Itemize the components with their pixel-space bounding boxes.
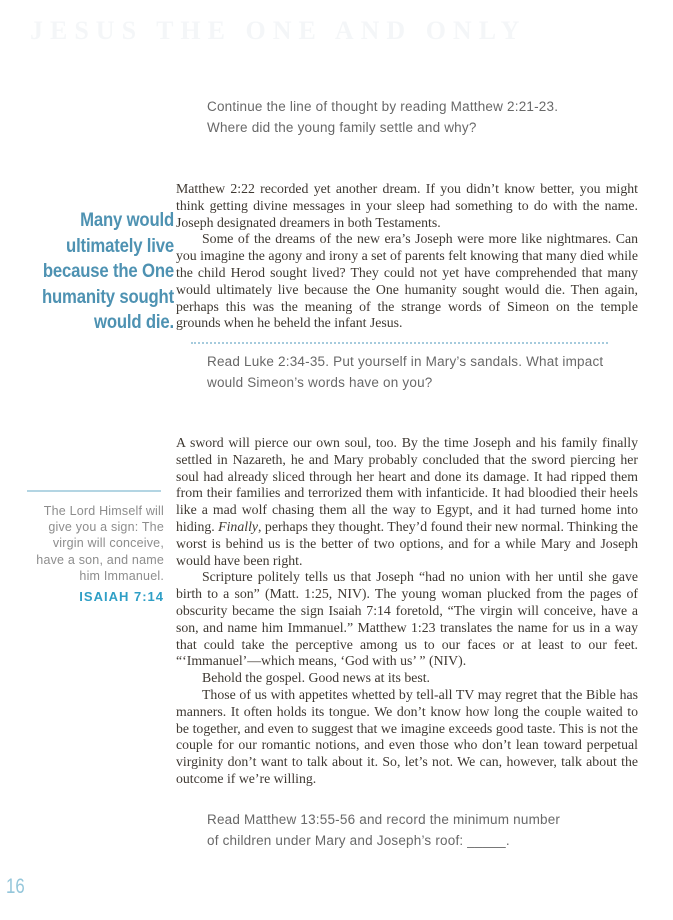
scripture-quote: The Lord Himself will give you a sign: The virgin will conceive, have a son, and name him Immanuel. [36, 504, 164, 583]
body-paragraph: Behold the gospel. Good news at its best. [202, 670, 431, 686]
body-paragraph: Those of us with appetites whetted by tell-all TV may regret that the Bible has manners. It often holds its tongue. We don’t know how long the couple waited to be together, and even to suggest that we imagine exceeds good taste. This is not the couple for our romantic notions, and even those who don’t lean toward perpetual virginity don’t want to talk about it. So, let’s not. We can, however, talk about the outcome if we’re willing. [176, 686, 638, 786]
body-paragraph: Some of the dreams of the new era’s Joseph were more like nightmares. Can you imagine the agony and irony a set of parents felt knowing that many died while the child Herod sought lived? They could not yet have comprehended that many would ultimately live because the One humanity sought would die. Then again, perhaps this was the meaning of the strange words of Simeon on the temple grounds when he beheld the infant Jesus. [176, 231, 638, 331]
section-divider-rule [191, 342, 608, 344]
body-text-block-1 [176, 181, 638, 332]
body-paragraph: A sword will pierce our own soul, too. By the time Joseph and his family finally settled in Nazareth, he and Mary probably concluded that the sword piercing her soul had already sliced through her heart and done its damage. It had ripped them from their families and terrorized them with infanticide. It had bloodied their heels like a mad wolf chasing them all the way to Egypt, and it had turned home into hiding. Finally, perhaps they thought. They’d found their new normal. Thinking the worst is behind us is the better of two options, and for a while Mary and Joseph would have been right. [176, 435, 639, 568]
body-text-block-2 [176, 435, 638, 788]
page-number: 16 [6, 875, 25, 898]
pull-quote: Many would ultimately live because the One humanity sought would die. [41, 210, 175, 333]
scripture-sidebar [14, 503, 164, 604]
body-paragraph: Scripture politely tells us that Joseph “had no union with her until she gave birth to a son” (Matt. 1:25, NIV). The young woman plucked from the pages of obscurity became the sign Isaiah 7:14 foretold, “The virgin will conceive, have a son, and name him Immanuel.” Matthew 1:23 translates the name for us in a way that could take the perceptive among us to our faces or at least to our feet. “‘Immanuel’—which means, ‘God with us’ ” (NIV). [176, 569, 638, 669]
body-paragraph: Matthew 2:22 recorded yet another dream. If you didn’t know better, you might think getting divine messages in your sleep had something to do with the name. Joseph designated dreamers in both Testaments. [176, 181, 638, 230]
ghost-chapter-header: JESUS THE ONE AND ONLY [30, 16, 527, 45]
study-question-2: Read Luke 2:34-35. Put yourself in Mary’s sandals. What impact would Simeon’s words have on you? [207, 354, 604, 390]
scripture-reference: ISAIAH 7:14 [79, 589, 164, 605]
study-question-3: Read Matthew 13:55-56 and record the minimum number of children under Mary and Joseph’s roof: _____. [207, 812, 561, 848]
study-question-1: Continue the line of thought by reading Matthew 2:21-23. Where did the young family settle and why? [207, 99, 559, 135]
sidebar-divider-rule [27, 490, 161, 492]
